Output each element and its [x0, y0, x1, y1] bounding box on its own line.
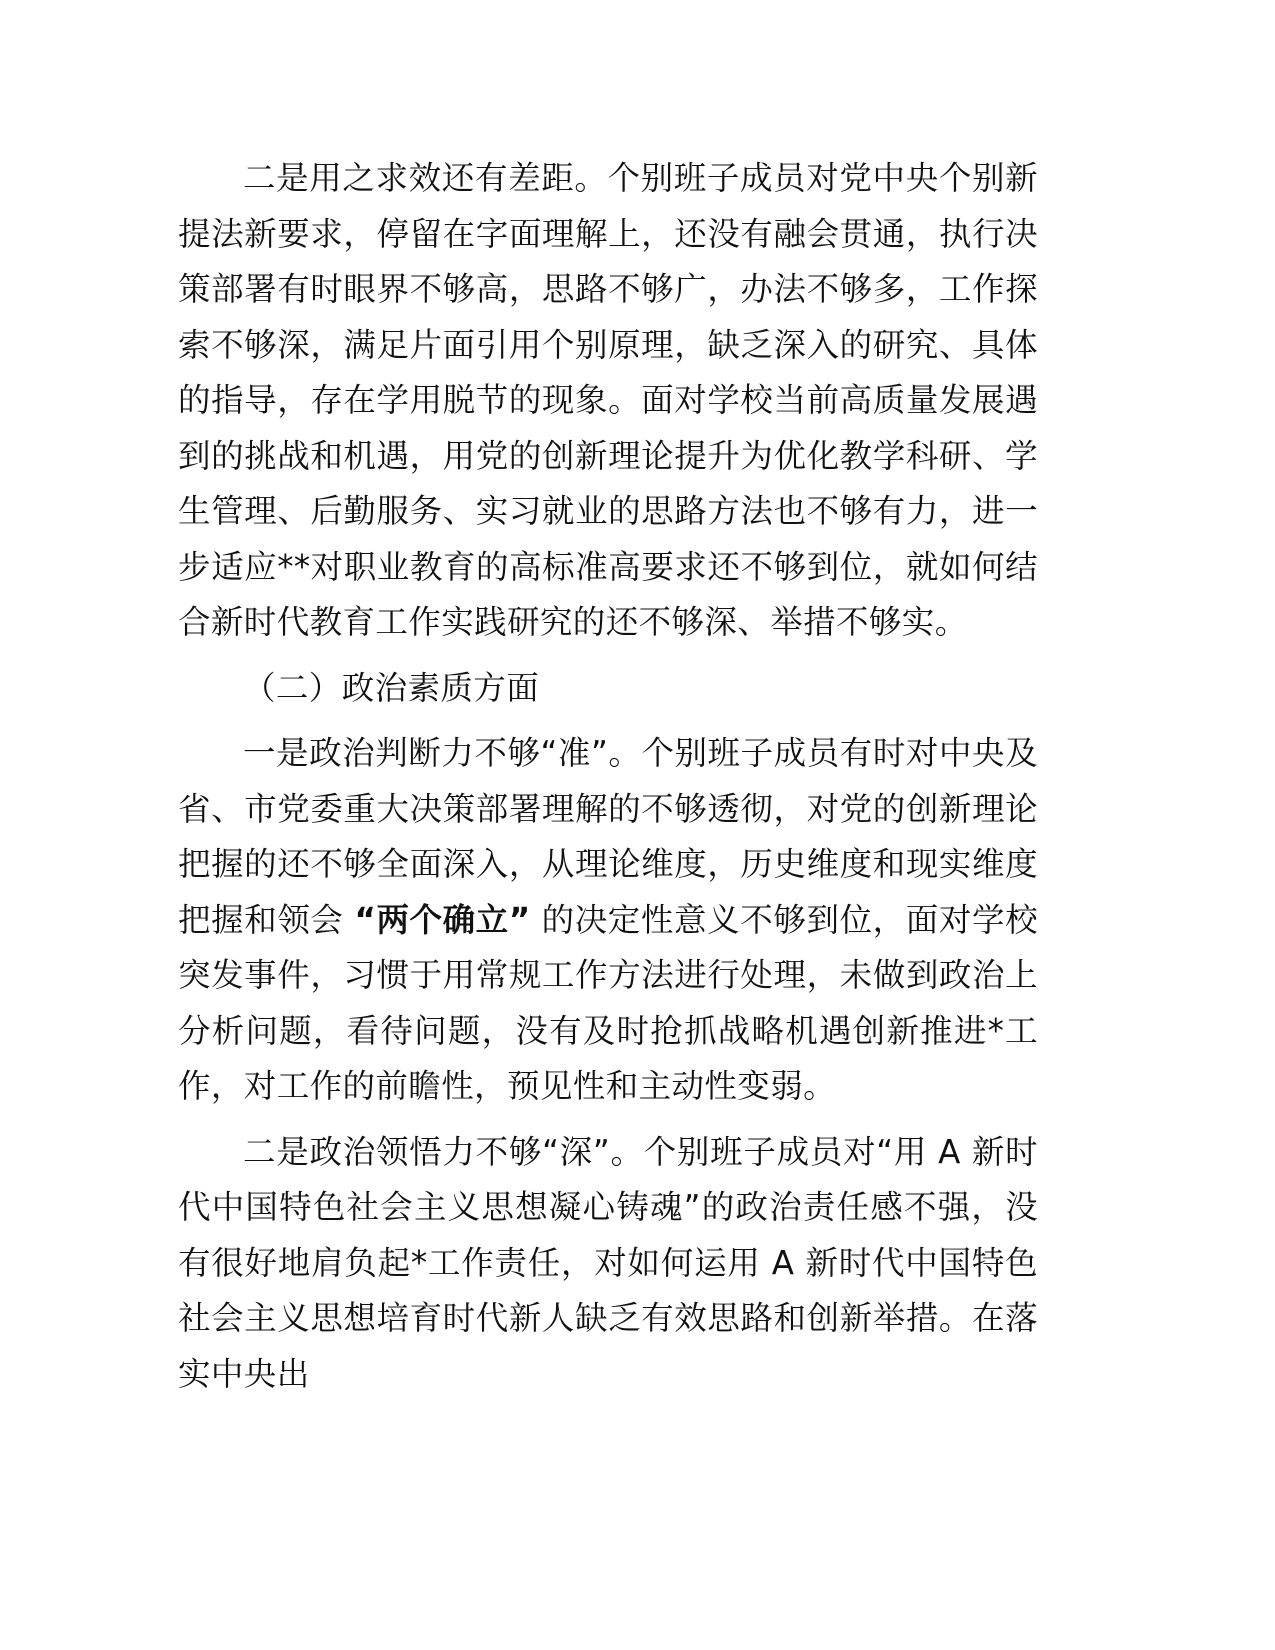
paragraph-political-judgment — [178, 726, 1038, 1115]
bold-two-establishments: “两个确立” — [354, 900, 531, 939]
document-body — [178, 151, 1038, 1402]
paragraph-political-understanding: 二是政治领悟力不够“深”。个别班子成员对“用 A 新时代中国特色社会主义思想凝心铸魂”的政治责任感不强，没有很好地肩负起*工作责任，对如何运用 A 新时代中国特色社会主义思想培育时代新人缺乏有效思路和创新举措。在落实中央出 — [178, 1132, 1038, 1393]
paragraph-application-gap: 二是用之求效还有差距。个别班子成员对党中央个别新提法新要求，停留在字面理解上，还没有融会贯通，执行决策部署有时眼界不够高，思路不够广，办法不够多，工作探索不够深，满足片面引用个别原理，缺乏深入的研究、具体的指导，存在学用脱节的现象。面对学校当前高质量发展遇到的挑战和机遇，用党的创新理论提升为优化教学科研、学生管理、后勤服务、实习就业的思路方法也不够有力，进一步适应**对职业教育的高标准高要求还不够到位，就如何结合新时代教育工作实践研究的还不够深、举措不够实。 — [178, 159, 1038, 641]
paragraph-political-judgment-text-start: 一是政治判断力不够“准”。个别班子成员有时对中央及省、市党委重大决策部署理解的不够透彻，对党的创新理论把握的还不够全面深入，从理论维度，历史维度和现实维度把握和领会 — [178, 734, 1038, 939]
section-heading-political-quality: （二）政治素质方面 — [243, 668, 540, 707]
paragraph-political-judgment-text-end: 的决定性意义不够到位，面对学校突发事件，习惯于用常规工作方法进行处理，未做到政治上分析问题，看待问题，没有及时抢抓战略机遇创新推进*工作，对工作的前瞻性，预见性和主动性变弱。 — [178, 900, 1039, 1105]
